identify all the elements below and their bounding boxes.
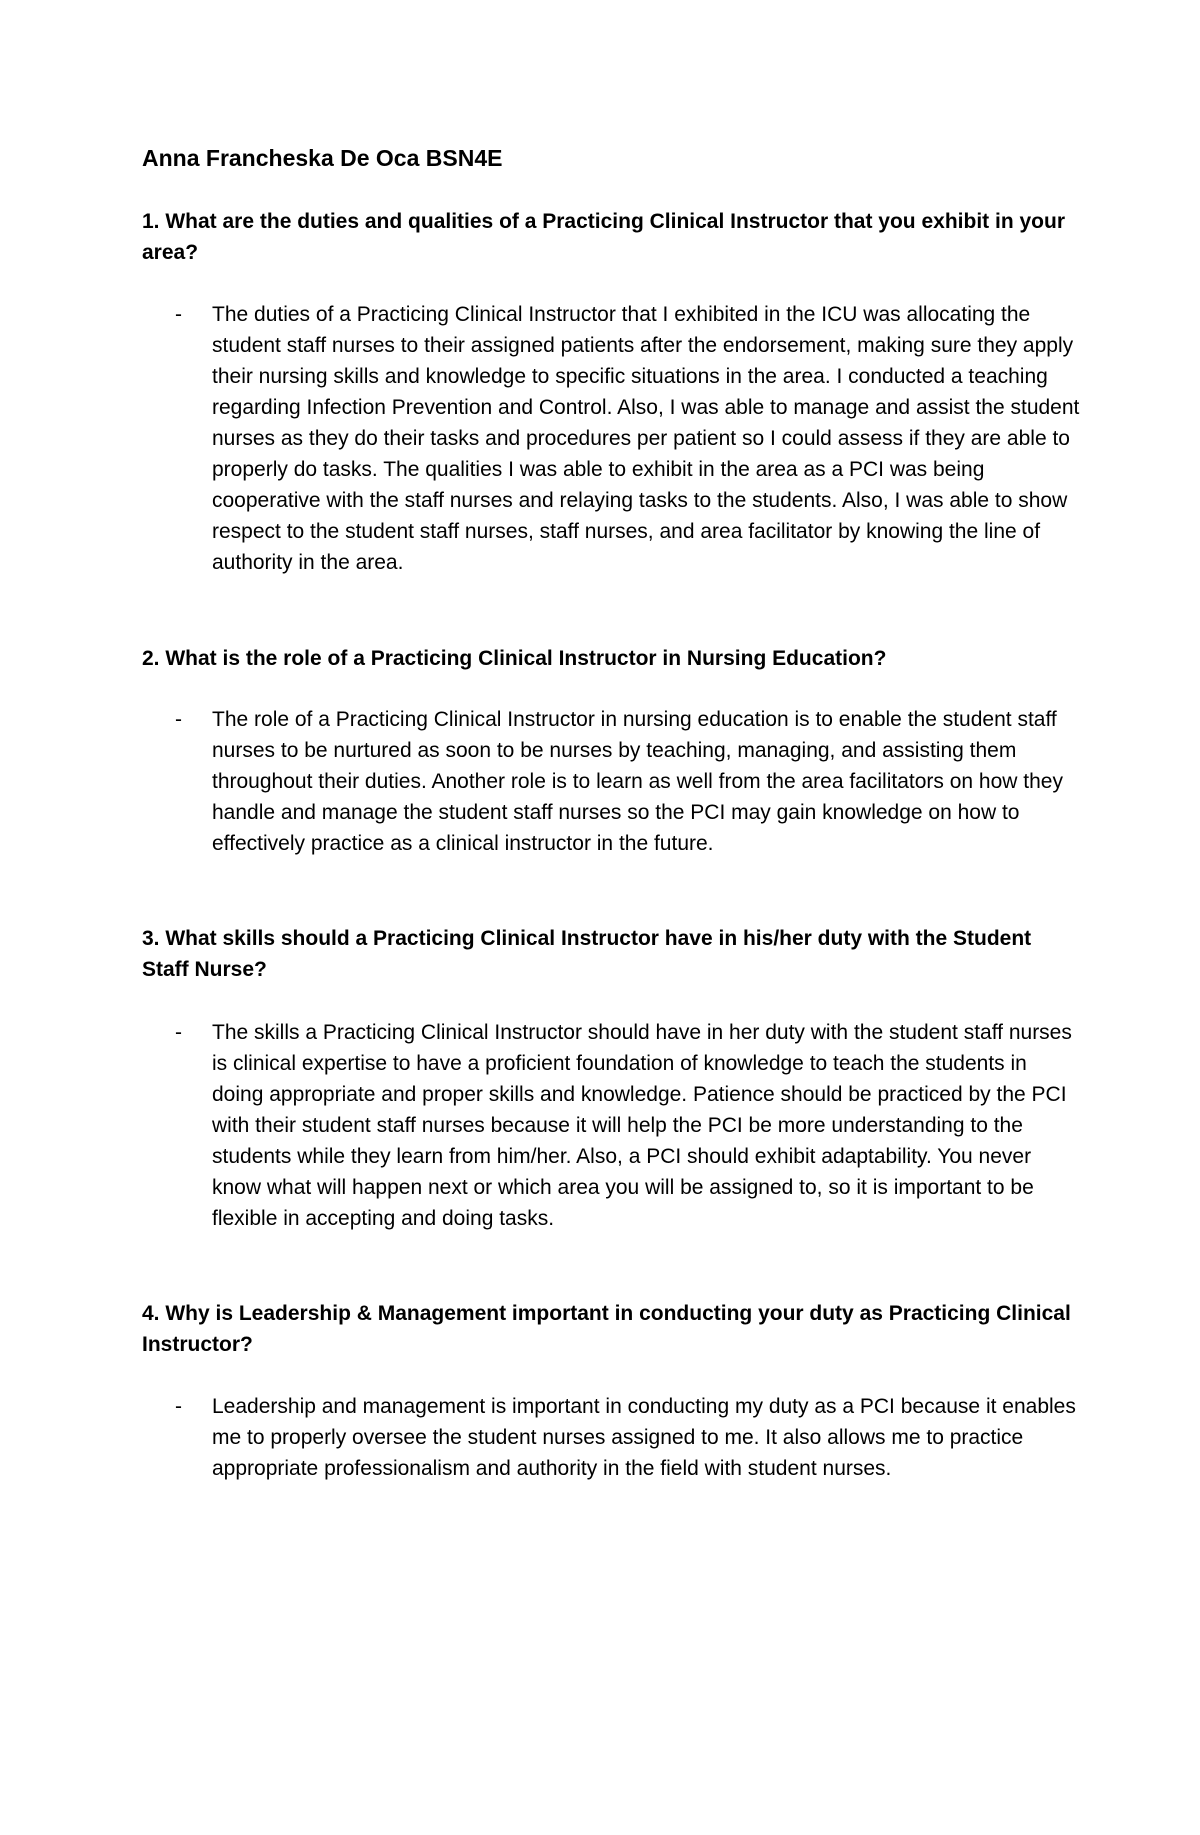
- answer-4-text: Leadership and management is important in conducting my duty as a PCI because it enables me to properly oversee the student nurses assigned to me. It also allows me to practice appropriate professionalism and authority in the field with student nurses.: [212, 1395, 1076, 1480]
- bullet-dash: -: [175, 1395, 182, 1418]
- bullet-dash: -: [175, 1021, 182, 1044]
- bullet-dash: -: [175, 708, 182, 731]
- answer-3-text: The skills a Practicing Clinical Instructor should have in her duty with the student staff nurses is clinical expertise to have a proficient foundation of knowledge to teach the students in doing appropriate and proper skills and knowledge. Patience should be practiced by the PCI with their student staff nurses because it will help the PCI be more understanding to the students while they learn from him/her. Also, a PCI should exhibit adaptability. You never know what will happen next or which area you will be assigned to, so it is important to be flexible in accepting and doing tasks.: [212, 1021, 1072, 1230]
- answer-2: [142, 704, 1082, 859]
- question-3: 3. What skills should a Practicing Clinical Instructor have in his/her duty with the Student Staff Nurse?: [142, 927, 1032, 981]
- question-1: 1. What are the duties and qualities of a Practicing Clinical Instructor that you exhibit in your area?: [142, 210, 1065, 264]
- answer-4: [142, 1391, 1082, 1484]
- answer-3: [142, 1017, 1082, 1234]
- bullet-dash: -: [175, 303, 182, 326]
- answer-2-text: The role of a Practicing Clinical Instructor in nursing education is to enable the student staff nurses to be nurtured as soon to be nurses by teaching, managing, and assisting them throughout their duties. Another role is to learn as well from the area facilitators on how they handle and manage the student staff nurses so the PCI may gain knowledge on how to effectively practice as a clinical instructor in the future.: [212, 708, 1063, 855]
- answer-1-text: The duties of a Practicing Clinical Instructor that I exhibited in the ICU was allocating the student staff nurses to their assigned patients after the endorsement, making sure they apply their nursing skills and knowledge to specific situations in the area. I conducted a teaching regarding Infection Prevention and Control. Also, I was able to manage and assist the student nurses as they do their tasks and procedures per patient so I could assess if they are able to properly do tasks. The qualities I was able to exhibit in the area as a PCI was being cooperative with the staff nurses and relaying tasks to the students. Also, I was able to show respect to the student staff nurses, staff nurses, and area facilitator by knowing the line of authority in the area.: [212, 303, 1080, 574]
- question-4: 4. Why is Leadership & Management important in conducting your duty as Practicing Clinical Instructor?: [142, 1302, 1071, 1356]
- answer-1: [142, 299, 1082, 578]
- question-2: 2. What is the role of a Practicing Clinical Instructor in Nursing Education?: [142, 647, 887, 670]
- document-title: Anna Francheska De Oca BSN4E: [142, 145, 503, 171]
